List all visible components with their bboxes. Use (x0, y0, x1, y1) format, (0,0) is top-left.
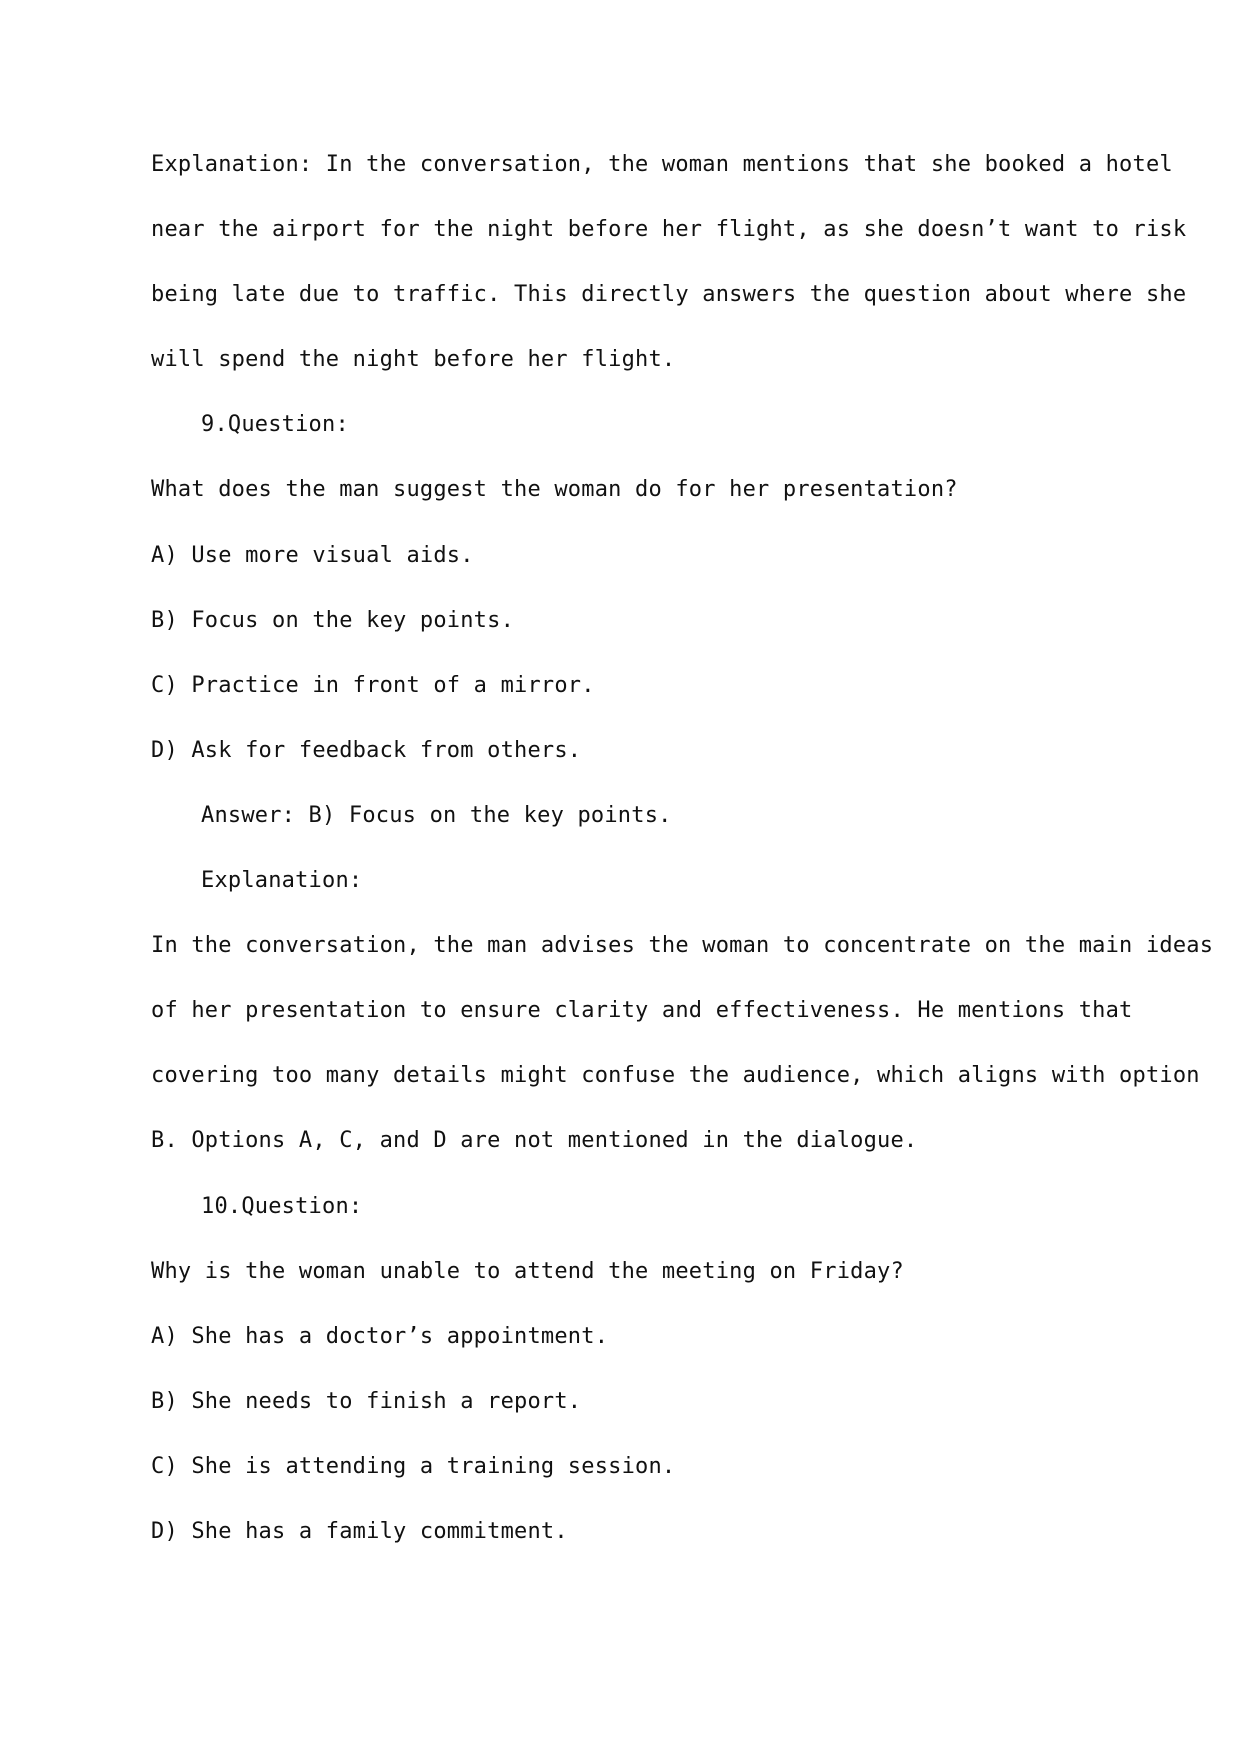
explanation-line: covering too many details might confuse the audience, which aligns with option (151, 1063, 1200, 1089)
answer-option: D) She has a family commitment. (151, 1518, 568, 1544)
explanation-line: In the conversation, the man advises the woman to concentrate on the main ideas (151, 933, 1214, 959)
explanation-line: B. Options A, C, and D are not mentioned in the dialogue. (151, 1128, 918, 1154)
explanation-line: near the airport for the night before her flight, as she doesn’t want to risk (151, 217, 1187, 243)
question-text: What does the man suggest the woman do for her presentation? (151, 477, 958, 503)
answer-option: A) She has a doctor’s appointment. (151, 1323, 609, 1349)
answer-line: Answer: B) Focus on the key points. (201, 802, 672, 828)
question-heading: 9.Question: (201, 412, 349, 438)
answer-option: C) She is attending a training session. (151, 1453, 676, 1479)
answer-option: B) Focus on the key points. (151, 607, 515, 633)
answer-option: C) Practice in front of a mirror. (151, 672, 595, 698)
document-body (151, 150, 1214, 1582)
explanation-line: being late due to traffic. This directly answers the question about where she (151, 282, 1187, 308)
explanation-line: Explanation: In the conversation, the woman mentions that she booked a hotel (151, 152, 1173, 177)
explanation-line: of her presentation to ensure clarity and effectiveness. He mentions that (151, 998, 1133, 1024)
explanation-line: will spend the night before her flight. (151, 347, 676, 373)
answer-option: B) She needs to finish a report. (151, 1388, 582, 1414)
answer-option: D) Ask for feedback from others. (151, 737, 582, 763)
question-heading: 10.Question: (201, 1193, 363, 1219)
explanation-heading: Explanation: (201, 868, 363, 894)
question-text: Why is the woman unable to attend the meeting on Friday? (151, 1258, 904, 1284)
answer-option: A) Use more visual aids. (151, 542, 474, 568)
